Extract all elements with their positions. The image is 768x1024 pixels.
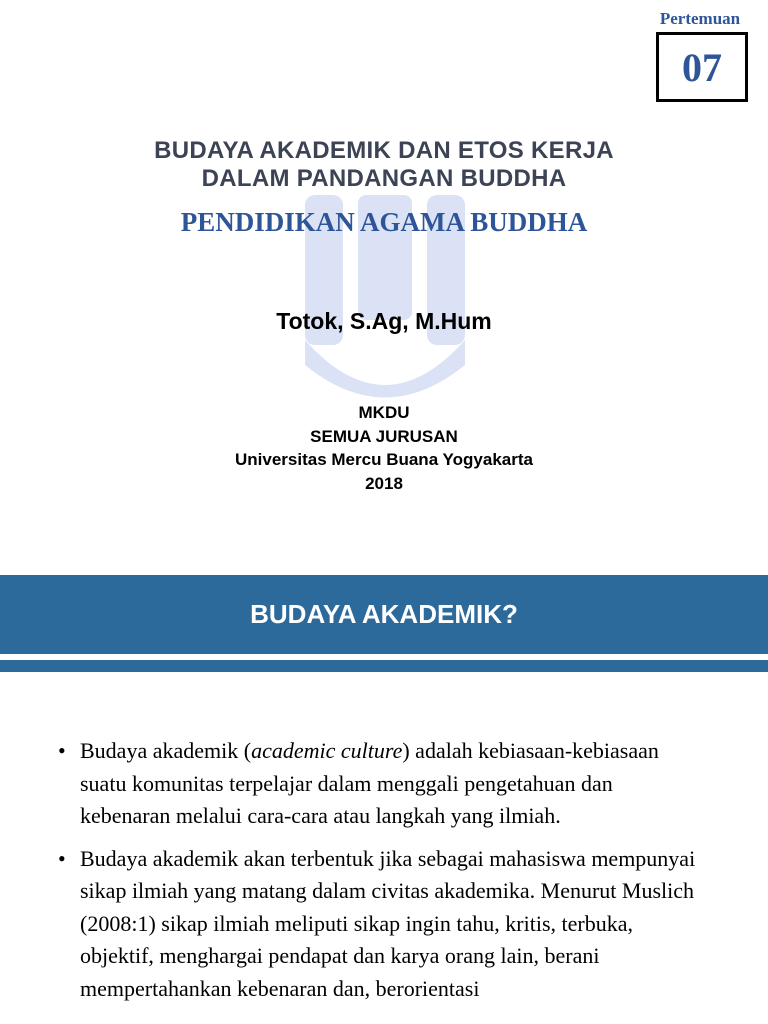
bullet-text-start: Budaya akademik (: [80, 738, 252, 763]
university-name: Universitas Mercu Buana Yogyakarta: [235, 450, 533, 469]
course-code: MKDU: [358, 403, 410, 422]
bullet-text: Budaya akademik akan terbentuk jika sebagai mahasiswa mempunyai sikap ilmiah yang matang dalam civitas akademika. Menurut Muslich (2008:1) sikap ilmiah meliputi sikap ingin tahu, kritis, terbuka, objektif, menghargai pendapat dan karya orang lain, berani mempertahankan kebenaran dan, berorientasi: [80, 845, 696, 1001]
section-heading: BUDAYA AKADEMIK?: [250, 599, 518, 629]
header-divider: [0, 660, 768, 672]
bullet-text-end: ) adalah kebiasaan-kebiasaan suatu komunitas terpelajar dalam menggali pengetahuan dan kebenaran melalui cara-cara atau langkah yang ilmiah.: [80, 738, 659, 828]
header-band: [0, 575, 768, 654]
bullet-list: [58, 735, 708, 1015]
slide-title-line-1: BUDAYA AKADEMIK DAN ETOS KERJA: [154, 137, 614, 164]
list-item: [58, 735, 708, 833]
meeting-number-box: [656, 32, 748, 102]
slide-title: [0, 137, 768, 193]
author-name: Totok, S.Ag, M.Hum: [276, 308, 492, 334]
bullet-icon: •: [58, 845, 66, 871]
course-info: [0, 401, 768, 495]
meeting-number: 07: [682, 44, 722, 90]
subject-title: PENDIDIKAN AGAMA BUDDHA: [180, 207, 588, 237]
bullet-text-italic: academic culture: [251, 738, 403, 763]
slide-title-line-2: DALAM PANDANGAN BUDDHA: [201, 165, 567, 192]
year: 2018: [365, 473, 403, 493]
meeting-label: Pertemuan: [659, 9, 741, 28]
bullet-icon: •: [58, 738, 66, 763]
list-item: [58, 843, 708, 1006]
content-slide: [0, 575, 768, 1024]
department: SEMUA JURUSAN: [310, 426, 458, 446]
